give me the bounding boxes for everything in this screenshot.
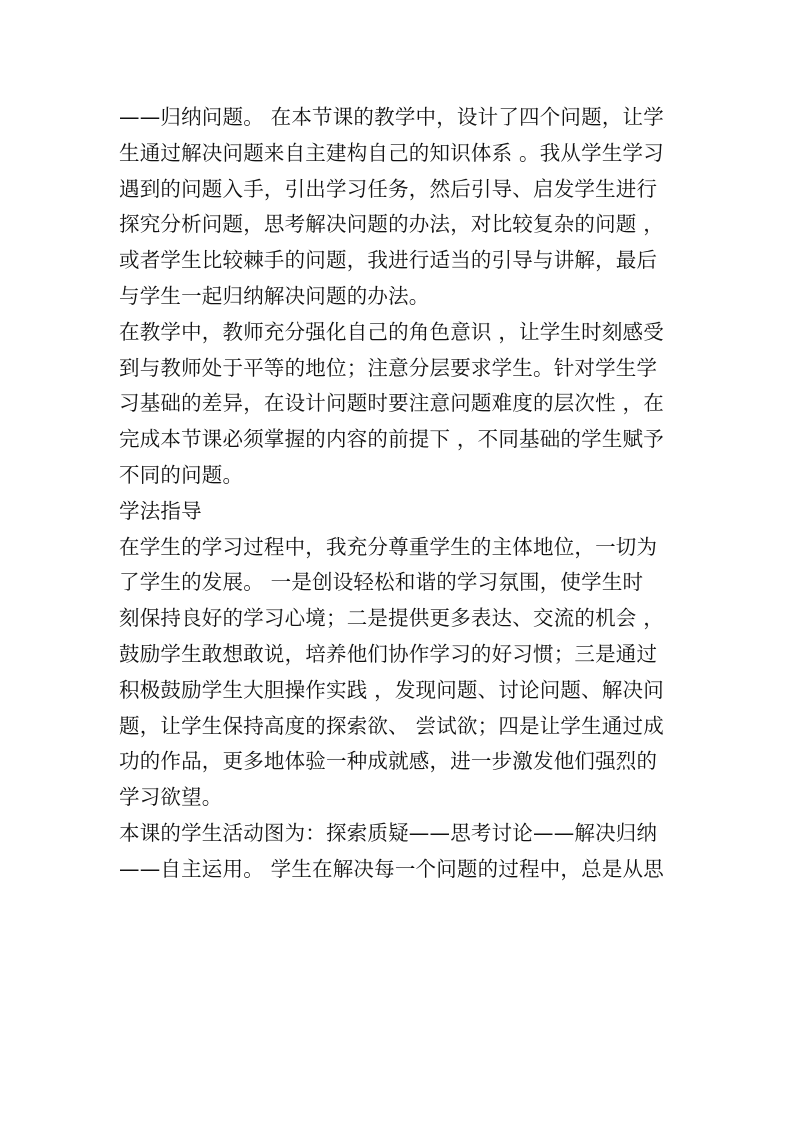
text-line: 生通过解决问题来自主建构自己的知识体系 。我从学生学习 [119, 140, 664, 165]
text-line: 了学生的发展。 一是创设轻松和谐的学习氛围，使学生时 [119, 570, 644, 595]
section-heading: 学法指导 [119, 498, 202, 523]
text-line: 探究分析问题，思考解决问题的办法，对比较复杂的问题 ， [119, 212, 664, 237]
text-line: 到与教师处于平等的地位；注意分层要求学生。针对学生学 [119, 355, 658, 380]
text-line: 鼓励学生敢想敢说，培养他们协作学习的好习惯；三是通过 [119, 641, 658, 666]
text-line: 在教学中，教师充分强化自己的角色意识 ，让学生时刻感受 [119, 319, 664, 344]
text-line: 与学生一起归纳解决问题的办法。 [119, 283, 430, 308]
text-line: 完成本节课必须掌握的内容的前提下 ，不同基础的学生赋予 [119, 427, 664, 452]
text-line: 本课的学生活动图为：探索质疑——思考讨论——解决归纳 [119, 820, 658, 845]
text-line: 在学生的学习过程中，我充分尊重学生的主体地位，一切为 [119, 534, 658, 559]
text-line: 习基础的差异，在设计问题时要注意问题难度的层次性 ，在 [119, 391, 664, 416]
text-line: 学习欲望。 [119, 785, 223, 810]
text-line: 刻保持良好的学习心境；二是提供更多表达、交流的机会 ， [119, 606, 664, 631]
text-line: 不同的问题。 [119, 462, 244, 487]
body-text [119, 100, 679, 888]
text-line: 题，让学生保持高度的探索欲、 尝试欲；四是让学生通过成 [119, 713, 664, 738]
text-line: 或者学生比较棘手的问题，我进行适当的引导与讲解，最后 [119, 248, 658, 273]
text-line: ——自主运用。 学生在解决每一个问题的过程中，总是从思 [119, 856, 664, 881]
text-line: ——归纳问题。 在本节课的教学中，设计了四个问题，让学 [119, 105, 664, 129]
text-line: 积极鼓励学生大胆操作实践 ，发现问题、讨论问题、解决问 [119, 677, 664, 702]
text-line: 遇到的问题入手，引出学习任务，然后引导、启发学生进行 [119, 176, 658, 201]
text-line: 功的作品，更多地体验一种成就感，进一步激发他们强烈的 [119, 749, 658, 774]
